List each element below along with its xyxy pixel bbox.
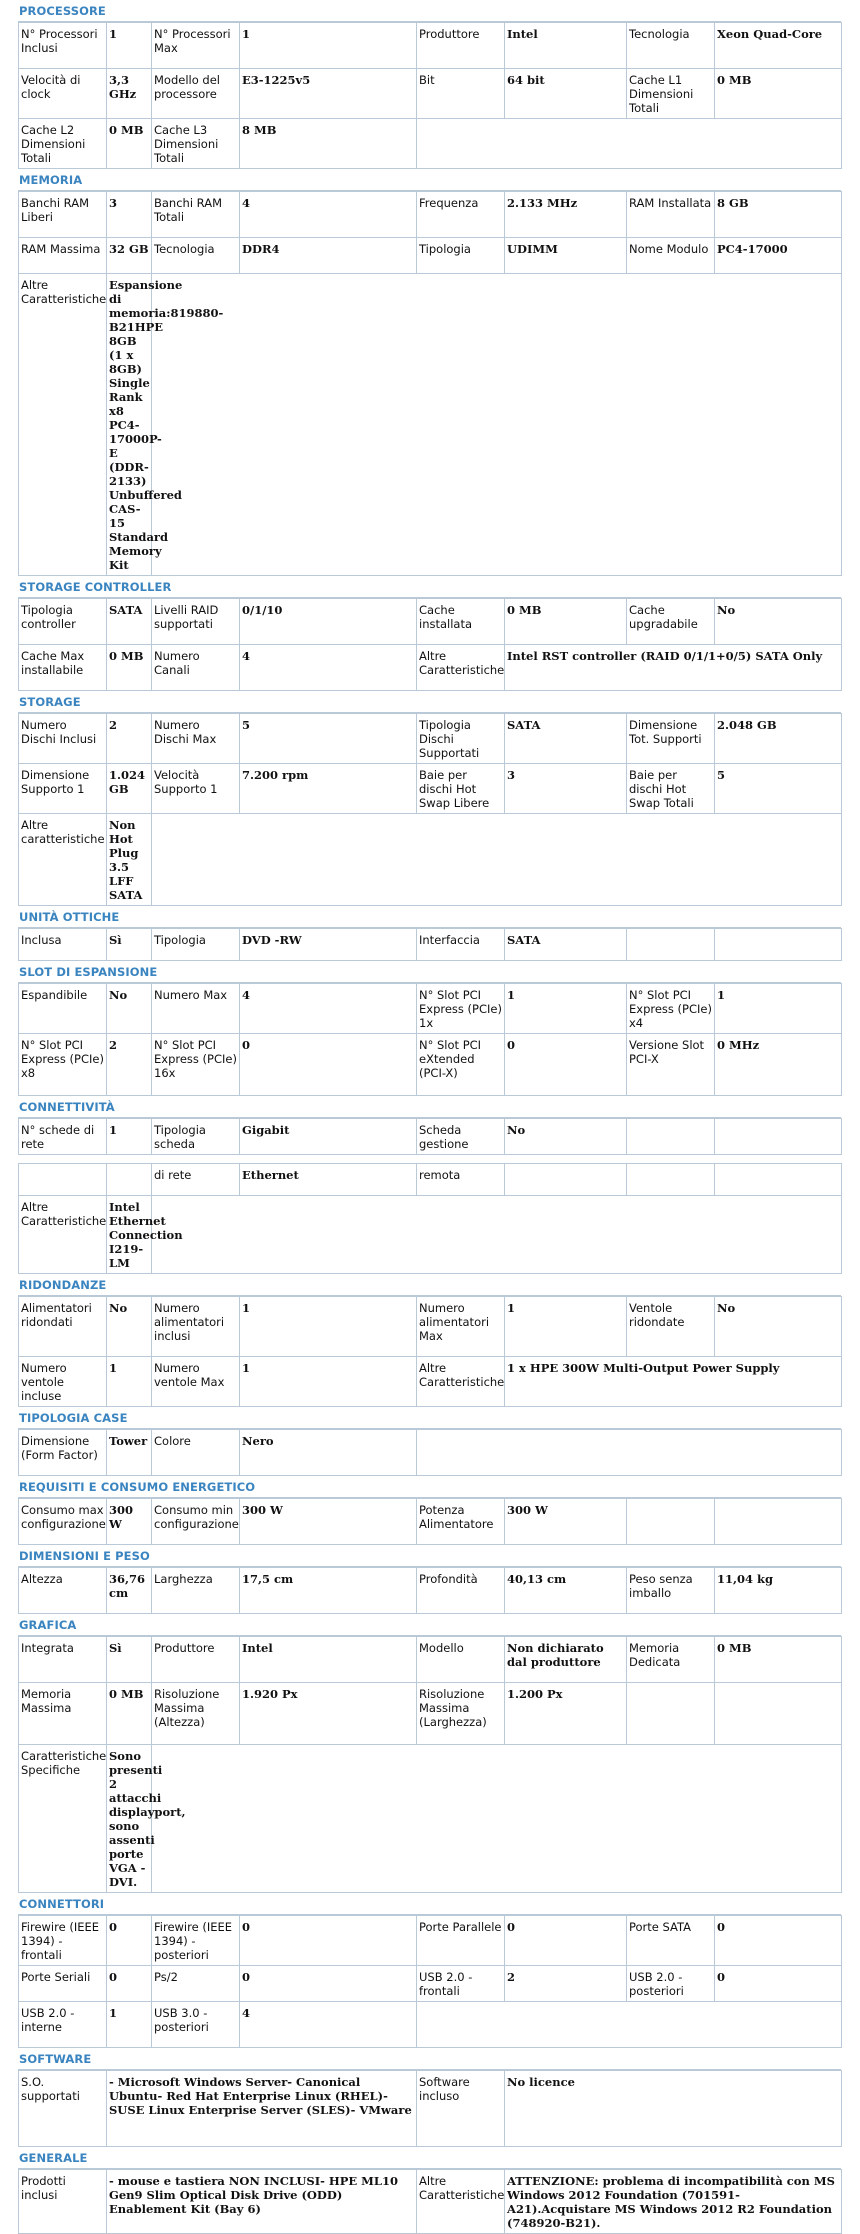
section-title: GENERALE xyxy=(18,2147,841,2169)
spec-label: Firewire (IEEE 1394) - frontali xyxy=(19,1916,107,1966)
spec-value: Tower xyxy=(107,1430,152,1476)
spec-row xyxy=(19,984,842,1034)
section-tipologia-case xyxy=(18,1407,841,1476)
spec-label: Alimentatori ridondati xyxy=(19,1297,107,1357)
spec-label: N° Slot PCI Express (PCIe) x4 xyxy=(627,984,715,1034)
spec-label: Cache L3 Dimensioni Totali xyxy=(152,119,240,169)
spec-label: Altre caratteristiche xyxy=(19,814,107,906)
spec-label: Scheda gestione xyxy=(417,1119,505,1155)
section-unita-ottiche xyxy=(18,906,841,961)
spec-value: 0 xyxy=(107,1966,152,2002)
spec-row xyxy=(19,1745,842,1893)
spec-table xyxy=(18,1296,842,1407)
spec-label: Cache L1 Dimensioni Totali xyxy=(627,69,715,119)
spec-value: 0 xyxy=(505,1034,627,1096)
spec-row xyxy=(19,1164,842,1196)
spec-label: RAM Installata xyxy=(627,192,715,238)
spec-label: Cache upgradabile xyxy=(627,599,715,645)
spec-label: Porte SATA xyxy=(627,1916,715,1966)
spec-label: Numero Dischi Inclusi xyxy=(19,714,107,764)
spec-label: N° Processori Inclusi xyxy=(19,23,107,69)
spec-label xyxy=(627,1499,715,1545)
spec-label: N° Slot PCI Express (PCIe) 16x xyxy=(152,1034,240,1096)
spec-label: N° Slot PCI Express (PCIe) 1x xyxy=(417,984,505,1034)
spec-label: USB 2.0 - interne xyxy=(19,2002,107,2048)
spec-row xyxy=(19,238,842,274)
spec-value: 300 W xyxy=(505,1499,627,1545)
spec-row xyxy=(19,1966,842,2002)
spec-value xyxy=(107,1164,152,1196)
section-dimensioni-e-peso xyxy=(18,1545,841,1614)
empty-cell xyxy=(417,2002,842,2048)
spec-value: 1.200 Px xyxy=(505,1683,627,1745)
spec-value: 4 xyxy=(240,984,417,1034)
spec-label: Tecnologia xyxy=(152,238,240,274)
section-title: MEMORIA xyxy=(18,169,841,191)
spec-value: No xyxy=(715,599,842,645)
spec-value: 0 xyxy=(240,1034,417,1096)
section-title: RIDONDANZE xyxy=(18,1274,841,1296)
spec-value xyxy=(715,1119,842,1155)
spec-label: Versione Slot PCI-X xyxy=(627,1034,715,1096)
spec-value: 0 xyxy=(240,1916,417,1966)
spec-label: USB 2.0 - posteriori xyxy=(627,1966,715,2002)
spec-label: Produttore xyxy=(152,1637,240,1683)
spec-label: Numero alimentatori Max xyxy=(417,1297,505,1357)
spec-value: 1 xyxy=(107,23,152,69)
spec-label: Memoria Massima xyxy=(19,1683,107,1745)
spec-value xyxy=(505,1164,627,1196)
spec-label: Altre Caratteristiche xyxy=(19,274,107,576)
spec-value: 1 xyxy=(505,984,627,1034)
spec-label: Porte Seriali xyxy=(19,1966,107,2002)
spec-value: Intel xyxy=(240,1637,417,1683)
spec-label: Dimensione (Form Factor) xyxy=(19,1430,107,1476)
spec-row xyxy=(19,119,842,169)
spec-label: Risoluzione Massima (Larghezza) xyxy=(417,1683,505,1745)
spec-row xyxy=(19,192,842,238)
spec-value: 0 xyxy=(505,1916,627,1966)
spec-label: Cache installata xyxy=(417,599,505,645)
spec-value: - mouse e tastiera NON INCLUSI- HPE ML10 Gen9 Slim Optical Disk Drive (ODD) Enablement Kit (Bay 6) xyxy=(107,2170,417,2234)
spec-row xyxy=(19,274,842,576)
spec-label xyxy=(627,1683,715,1745)
spec-label xyxy=(627,1164,715,1196)
spec-value: 1.920 Px xyxy=(240,1683,417,1745)
spec-label: Tecnologia xyxy=(627,23,715,69)
spec-row xyxy=(19,1637,842,1683)
spec-row xyxy=(19,1916,842,1966)
spec-value: 2.133 MHz xyxy=(505,192,627,238)
section-processore xyxy=(18,0,841,169)
spec-row xyxy=(19,1034,842,1096)
spec-label: Profondità xyxy=(417,1568,505,1614)
spec-row xyxy=(19,645,842,691)
spec-table xyxy=(18,1429,842,1476)
spec-value: 40,13 cm xyxy=(505,1568,627,1614)
spec-label: Numero Max xyxy=(152,984,240,1034)
spec-row xyxy=(19,2071,842,2147)
spec-label: di rete xyxy=(152,1164,240,1196)
spec-value: 3 xyxy=(107,192,152,238)
spec-label: Baie per dischi Hot Swap Totali xyxy=(627,764,715,814)
spec-value: No xyxy=(107,1297,152,1357)
spec-value: 11,04 kg xyxy=(715,1568,842,1614)
spec-value: 1 xyxy=(240,1357,417,1407)
spec-value: 1 xyxy=(715,984,842,1034)
spec-row xyxy=(19,2170,842,2234)
spec-row xyxy=(19,23,842,69)
spec-value: 0 MB xyxy=(107,119,152,169)
section-storage-controller xyxy=(18,576,841,691)
spec-table xyxy=(18,1567,842,1614)
spec-value: ATTENZIONE: problema di incompatibilità con MS Windows 2012 Foundation (701591-A21).Acquistare MS Windows 2012 R2 Foundation (748920-B21). xyxy=(505,2170,842,2234)
spec-value: SATA xyxy=(107,599,152,645)
spec-label: Altezza xyxy=(19,1568,107,1614)
section-slot-di-espansione xyxy=(18,961,841,1096)
spec-label: Velocità di clock xyxy=(19,69,107,119)
empty-cell xyxy=(152,1745,842,1893)
spec-value: 2 xyxy=(505,1966,627,2002)
section-title: PROCESSORE xyxy=(18,0,841,22)
spec-label xyxy=(19,1164,107,1196)
spec-label: Potenza Alimentatore xyxy=(417,1499,505,1545)
spec-value: 4 xyxy=(240,192,417,238)
spec-value: 36,76 cm xyxy=(107,1568,152,1614)
spec-label: Colore xyxy=(152,1430,240,1476)
spec-label: Integrata xyxy=(19,1637,107,1683)
spec-label: Dimensione Supporto 1 xyxy=(19,764,107,814)
spec-label: Numero alimentatori inclusi xyxy=(152,1297,240,1357)
spec-value: 32 GB xyxy=(107,238,152,274)
spec-value: 300 W xyxy=(240,1499,417,1545)
section-title: UNITÀ OTTICHE xyxy=(18,906,841,928)
spec-value: 7.200 rpm xyxy=(240,764,417,814)
section-title: CONNETTIVITÀ xyxy=(18,1096,841,1118)
spec-label: Altre Caratteristiche xyxy=(19,1196,107,1274)
spec-value: 0 MB xyxy=(715,69,842,119)
spec-value: 4 xyxy=(240,645,417,691)
row-gap xyxy=(18,1155,841,1163)
spec-label: Numero Dischi Max xyxy=(152,714,240,764)
spec-value: 0 xyxy=(107,1916,152,1966)
spec-label: Inclusa xyxy=(19,929,107,961)
spec-table xyxy=(18,2169,842,2234)
spec-label: USB 2.0 - frontali xyxy=(417,1966,505,2002)
spec-label: Livelli RAID supportati xyxy=(152,599,240,645)
spec-value: Xeon Quad-Core xyxy=(715,23,842,69)
section-storage xyxy=(18,691,841,906)
spec-value: 0 MB xyxy=(505,599,627,645)
spec-row xyxy=(19,1683,842,1745)
spec-row xyxy=(19,814,842,906)
spec-value xyxy=(715,1164,842,1196)
section-grafica xyxy=(18,1614,841,1893)
spec-value: 0 xyxy=(240,1966,417,2002)
spec-value: Espansione di memoria:819880-B21HPE 8GB (1 x 8GB) Single Rank x8 PC4-17000P-E (DDR-2133) Unbuffered CAS-15 Standard Memory Kit xyxy=(107,274,152,576)
spec-value: 0 MHz xyxy=(715,1034,842,1096)
spec-label: remota xyxy=(417,1164,505,1196)
spec-value: - Microsoft Windows Server- Canonical Ubuntu- Red Hat Enterprise Linux (RHEL)- SUSE Linux Enterprise Server (SLES)- VMware xyxy=(107,2071,417,2147)
spec-value: Sì xyxy=(107,1637,152,1683)
spec-label: Tipologia scheda xyxy=(152,1119,240,1155)
spec-label: Consumo max configurazione xyxy=(19,1499,107,1545)
spec-value: 0 xyxy=(715,1916,842,1966)
spec-value: DDR4 xyxy=(240,238,417,274)
spec-value: 1 xyxy=(107,1357,152,1407)
spec-row xyxy=(19,764,842,814)
spec-sheet xyxy=(18,0,841,2234)
spec-label: Bit xyxy=(417,69,505,119)
spec-label xyxy=(627,1119,715,1155)
spec-value xyxy=(715,1499,842,1545)
spec-value: 0/1/10 xyxy=(240,599,417,645)
spec-label: Modello xyxy=(417,1637,505,1683)
spec-label: USB 3.0 - posteriori xyxy=(152,2002,240,2048)
spec-label: Espandibile xyxy=(19,984,107,1034)
spec-value: 4 xyxy=(240,2002,417,2048)
section-memoria xyxy=(18,169,841,576)
spec-label: Tipologia xyxy=(417,238,505,274)
spec-value: 1 xyxy=(240,1297,417,1357)
spec-value: Nero xyxy=(240,1430,417,1476)
spec-label: Firewire (IEEE 1394) - posteriori xyxy=(152,1916,240,1966)
spec-value: No xyxy=(107,984,152,1034)
section-title: STORAGE CONTROLLER xyxy=(18,576,841,598)
spec-table xyxy=(18,1498,842,1545)
spec-table xyxy=(18,713,842,906)
spec-label: Memoria Dedicata xyxy=(627,1637,715,1683)
spec-value: Intel xyxy=(505,23,627,69)
spec-label: Peso senza imballo xyxy=(627,1568,715,1614)
spec-label: Dimensione Tot. Supporti xyxy=(627,714,715,764)
spec-value: 0 xyxy=(715,1966,842,2002)
spec-table xyxy=(18,1636,842,1893)
section-software xyxy=(18,2048,841,2147)
spec-value: 5 xyxy=(715,764,842,814)
spec-label: N° Processori Max xyxy=(152,23,240,69)
spec-value: 8 MB xyxy=(240,119,417,169)
spec-row xyxy=(19,1119,842,1155)
empty-cell xyxy=(152,274,842,576)
spec-value: 1 x HPE 300W Multi-Output Power Supply xyxy=(505,1357,842,1407)
spec-label: Cache L2 Dimensioni Totali xyxy=(19,119,107,169)
spec-row xyxy=(19,2002,842,2048)
spec-label: S.O. supportati xyxy=(19,2071,107,2147)
spec-value: No xyxy=(715,1297,842,1357)
spec-row xyxy=(19,714,842,764)
spec-label: Banchi RAM Liberi xyxy=(19,192,107,238)
spec-label: Consumo min configurazione xyxy=(152,1499,240,1545)
empty-cell xyxy=(417,119,842,169)
section-title: STORAGE xyxy=(18,691,841,713)
spec-label: Altre Caratteristiche xyxy=(417,2170,505,2234)
empty-cell xyxy=(152,1196,842,1274)
spec-value: 0 MB xyxy=(715,1637,842,1683)
spec-label: Interfaccia xyxy=(417,929,505,961)
spec-value: E3-1225v5 xyxy=(240,69,417,119)
spec-value: Intel RST controller (RAID 0/1/1+0/5) SATA Only xyxy=(505,645,842,691)
spec-label xyxy=(627,929,715,961)
spec-value: 0 MB xyxy=(107,645,152,691)
spec-label: Numero ventole incluse xyxy=(19,1357,107,1407)
spec-row xyxy=(19,1297,842,1357)
spec-value: SATA xyxy=(505,714,627,764)
spec-label: Software incluso xyxy=(417,2071,505,2147)
spec-value: 300 W xyxy=(107,1499,152,1545)
spec-label: Tipologia xyxy=(152,929,240,961)
section-title: SLOT DI ESPANSIONE xyxy=(18,961,841,983)
spec-value: 2 xyxy=(107,714,152,764)
spec-value: 1 xyxy=(505,1297,627,1357)
spec-table xyxy=(18,928,842,961)
spec-label: Risoluzione Massima (Altezza) xyxy=(152,1683,240,1745)
spec-label: Ps/2 xyxy=(152,1966,240,2002)
spec-value: PC4-17000 xyxy=(715,238,842,274)
spec-value: No licence xyxy=(505,2071,842,2147)
spec-label: N° Slot PCI eXtended (PCI-X) xyxy=(417,1034,505,1096)
spec-row xyxy=(19,69,842,119)
spec-table xyxy=(18,1915,842,2048)
spec-label: Porte Parallele xyxy=(417,1916,505,1966)
spec-table xyxy=(18,22,842,169)
spec-label: Prodotti inclusi xyxy=(19,2170,107,2234)
spec-label: Baie per dischi Hot Swap Libere xyxy=(417,764,505,814)
spec-value: 5 xyxy=(240,714,417,764)
spec-table xyxy=(18,2070,842,2147)
section-title: TIPOLOGIA CASE xyxy=(18,1407,841,1429)
spec-label: Caratteristiche Specifiche xyxy=(19,1745,107,1893)
spec-row xyxy=(19,1357,842,1407)
spec-value: UDIMM xyxy=(505,238,627,274)
spec-value: 0 MB xyxy=(107,1683,152,1745)
section-title: CONNETTORI xyxy=(18,1893,841,1915)
section-ridondanze xyxy=(18,1274,841,1407)
spec-label: Altre Caratteristiche xyxy=(417,1357,505,1407)
section-connettivita xyxy=(18,1096,841,1274)
spec-value: 1 xyxy=(107,1119,152,1155)
spec-value: 1 xyxy=(107,2002,152,2048)
spec-table xyxy=(18,1118,842,1155)
spec-table xyxy=(18,983,842,1096)
spec-label: Velocità Supporto 1 xyxy=(152,764,240,814)
spec-label: RAM Massima xyxy=(19,238,107,274)
spec-label: Produttore xyxy=(417,23,505,69)
section-title: DIMENSIONI E PESO xyxy=(18,1545,841,1567)
spec-label: Ventole ridondate xyxy=(627,1297,715,1357)
spec-label: Numero Canali xyxy=(152,645,240,691)
spec-value: 8 GB xyxy=(715,192,842,238)
spec-label: Cache Max installabile xyxy=(19,645,107,691)
spec-row xyxy=(19,1568,842,1614)
spec-value xyxy=(715,929,842,961)
spec-value: 3,3 GHz xyxy=(107,69,152,119)
spec-row xyxy=(19,1196,842,1274)
section-generale xyxy=(18,2147,841,2234)
spec-label: Nome Modulo xyxy=(627,238,715,274)
spec-value: Ethernet xyxy=(240,1164,417,1196)
spec-label: Banchi RAM Totali xyxy=(152,192,240,238)
empty-cell xyxy=(417,1430,842,1476)
spec-value: Sì xyxy=(107,929,152,961)
spec-value: Sono presenti 2 attacchi displayport, sono assenti porte VGA - DVI. xyxy=(107,1745,152,1893)
spec-label: Tipologia controller xyxy=(19,599,107,645)
spec-label: N° schede di rete xyxy=(19,1119,107,1155)
spec-value: 1.024 GB xyxy=(107,764,152,814)
spec-table xyxy=(18,598,842,691)
spec-value: No xyxy=(505,1119,627,1155)
section-title: GRAFICA xyxy=(18,1614,841,1636)
spec-value: 2.048 GB xyxy=(715,714,842,764)
spec-label: Altre Caratteristiche xyxy=(417,645,505,691)
section-title: REQUISITI E CONSUMO ENERGETICO xyxy=(18,1476,841,1498)
spec-row xyxy=(19,599,842,645)
section-title: SOFTWARE xyxy=(18,2048,841,2070)
spec-table xyxy=(18,1163,842,1274)
spec-value: DVD -RW xyxy=(240,929,417,961)
spec-label: Modello del processore xyxy=(152,69,240,119)
empty-cell xyxy=(152,814,842,906)
section-requisiti-e-consumo-energetico xyxy=(18,1476,841,1545)
spec-label: Frequenza xyxy=(417,192,505,238)
spec-value: Non dichiarato dal produttore xyxy=(505,1637,627,1683)
spec-value: 3 xyxy=(505,764,627,814)
spec-value: SATA xyxy=(505,929,627,961)
spec-label: Tipologia Dischi Supportati xyxy=(417,714,505,764)
spec-label: Larghezza xyxy=(152,1568,240,1614)
spec-label: Numero ventole Max xyxy=(152,1357,240,1407)
spec-row xyxy=(19,1430,842,1476)
spec-row xyxy=(19,1499,842,1545)
spec-value xyxy=(715,1683,842,1745)
spec-value: Non Hot Plug 3.5 LFF SATA xyxy=(107,814,152,906)
spec-value: Intel Ethernet Connection I219-LM xyxy=(107,1196,152,1274)
section-connettori xyxy=(18,1893,841,2048)
spec-label: N° Slot PCI Express (PCIe) x8 xyxy=(19,1034,107,1096)
spec-value: 17,5 cm xyxy=(240,1568,417,1614)
spec-table xyxy=(18,191,842,576)
spec-value: 64 bit xyxy=(505,69,627,119)
spec-row xyxy=(19,929,842,961)
spec-value: 1 xyxy=(240,23,417,69)
spec-value: Gigabit xyxy=(240,1119,417,1155)
spec-value: 2 xyxy=(107,1034,152,1096)
